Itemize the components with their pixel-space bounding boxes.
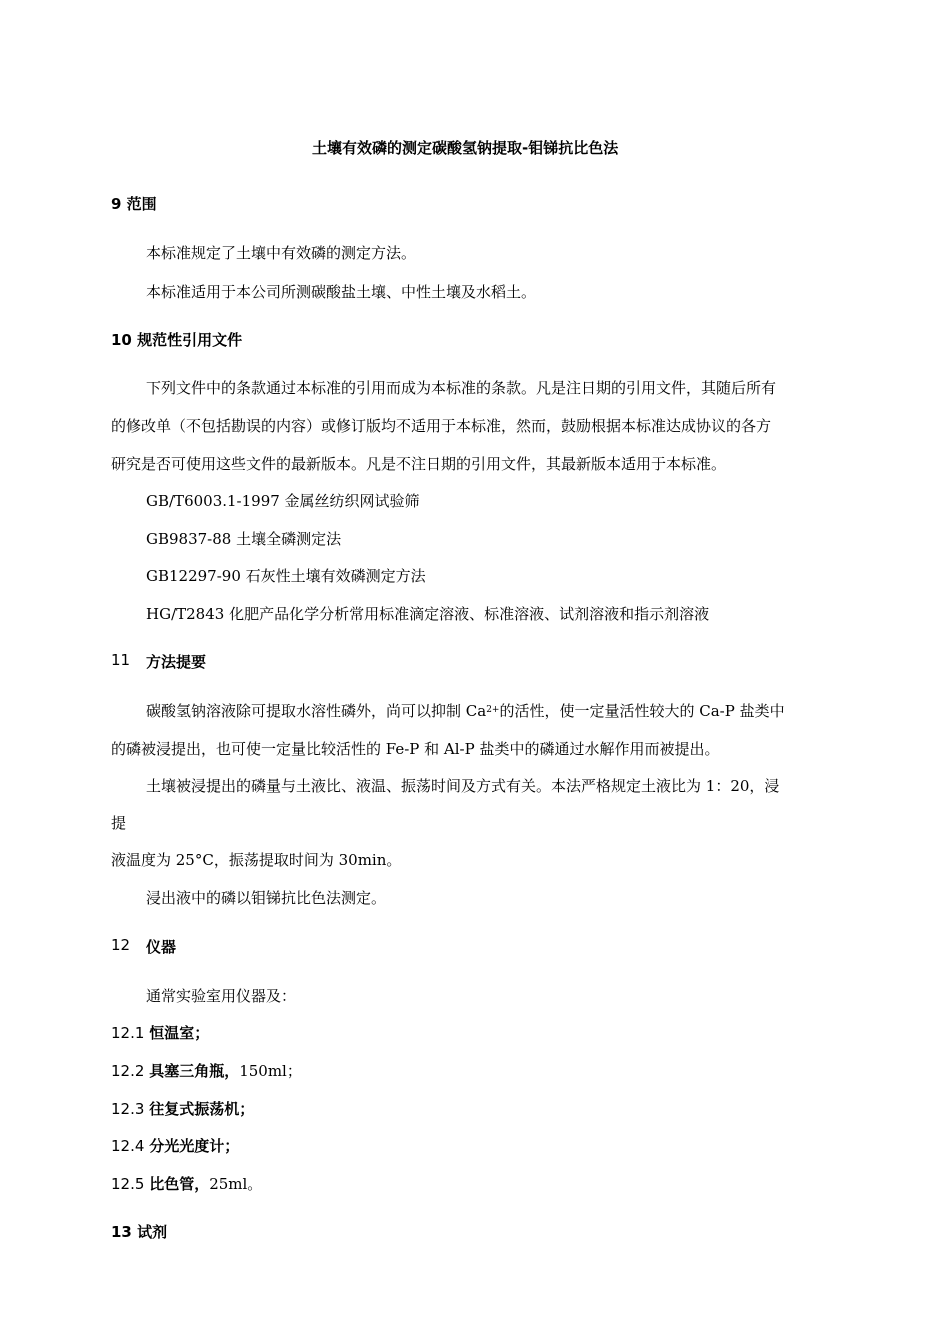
section-11-paragraph-line: 提 — [111, 814, 127, 832]
section-11-paragraph-3: 浸出液中的磷以钼锑抗比色法测定。 — [146, 889, 387, 907]
section-9-paragraph-2: 本标准适用于本公司所测碳酸盐土壤、中性土壤及水稻土。 — [146, 283, 537, 301]
section-11-paragraph-1: 碳酸氢钠溶液除可提取水溶性磷外，尚可以抑制 $Ca^{2+}$的活性，使一定量活性较大的 Ca-P 盐类中 — [146, 702, 785, 720]
instrument-item: 12.2 具塞三角瓶，150ml； — [111, 1062, 302, 1080]
section-12-heading: 仪器 — [146, 938, 177, 956]
section-12-intro: 通常实验室用仪器及： — [146, 987, 297, 1005]
instrument-item: 12.4 分光光度计； — [111, 1137, 240, 1155]
section-10-paragraph-line: 研究是否可使用这些文件的最新版本。凡是不注日期的引用文件，其最新版本适用于本标准。 — [111, 455, 727, 473]
section-9-heading: 9 范围 — [111, 195, 157, 213]
section-12-number: 12 — [111, 936, 131, 954]
section-13-heading: 13 试剂 — [111, 1223, 168, 1241]
reference-item: GB/T6003.1-1997 金属丝纺织网试验筛 — [146, 492, 420, 510]
instrument-item: 12.5 比色管，25ml。 — [111, 1175, 263, 1193]
section-10-paragraph-line: 下列文件中的条款通过本标准的引用而成为本标准的条款。凡是注日期的引用文件，其随后所有 — [146, 379, 777, 397]
section-11-number: 11 — [111, 651, 131, 669]
reference-item: GB9837-88 土壤全磷测定法 — [146, 530, 342, 548]
instrument-item: 12.3 往复式振荡机； — [111, 1100, 255, 1118]
reference-item: HG/T2843 化肥产品化学分析常用标准滴定溶液、标准溶液、试剂溶液和指示剂溶液 — [146, 605, 710, 623]
section-11-paragraph-line: 的磷被浸提出，也可使一定量比较活性的 Fe-P 和 Al-P 盐类中的磷通过水解作用而被提出。 — [111, 740, 720, 758]
section-11-paragraph-line: 液温度为 25°C，振荡提取时间为 30min。 — [111, 851, 402, 869]
section-10-paragraph-line: 的修改单（不包括勘误的内容）或修订版均不适用于本标准，然而，鼓励根据本标准达成协议的各方 — [111, 417, 772, 435]
reference-item: GB12297-90 石灰性土壤有效磷测定方法 — [146, 567, 426, 585]
section-10-heading: 10 规范性引用文件 — [111, 331, 243, 349]
section-9-paragraph-1: 本标准规定了土壤中有效磷的测定方法。 — [146, 244, 417, 262]
section-11-paragraph-line: 土壤被浸提出的磷量与土液比、液温、振荡时间及方式有关。本法严格规定土液比为 1：20，浸 — [146, 777, 780, 795]
instrument-item: 12.1 恒温室； — [111, 1024, 210, 1042]
document-title: 土壤有效磷的测定碳酸氢钠提取-钼锑抗比色法 — [312, 139, 619, 157]
section-11-heading: 方法提要 — [146, 653, 207, 671]
